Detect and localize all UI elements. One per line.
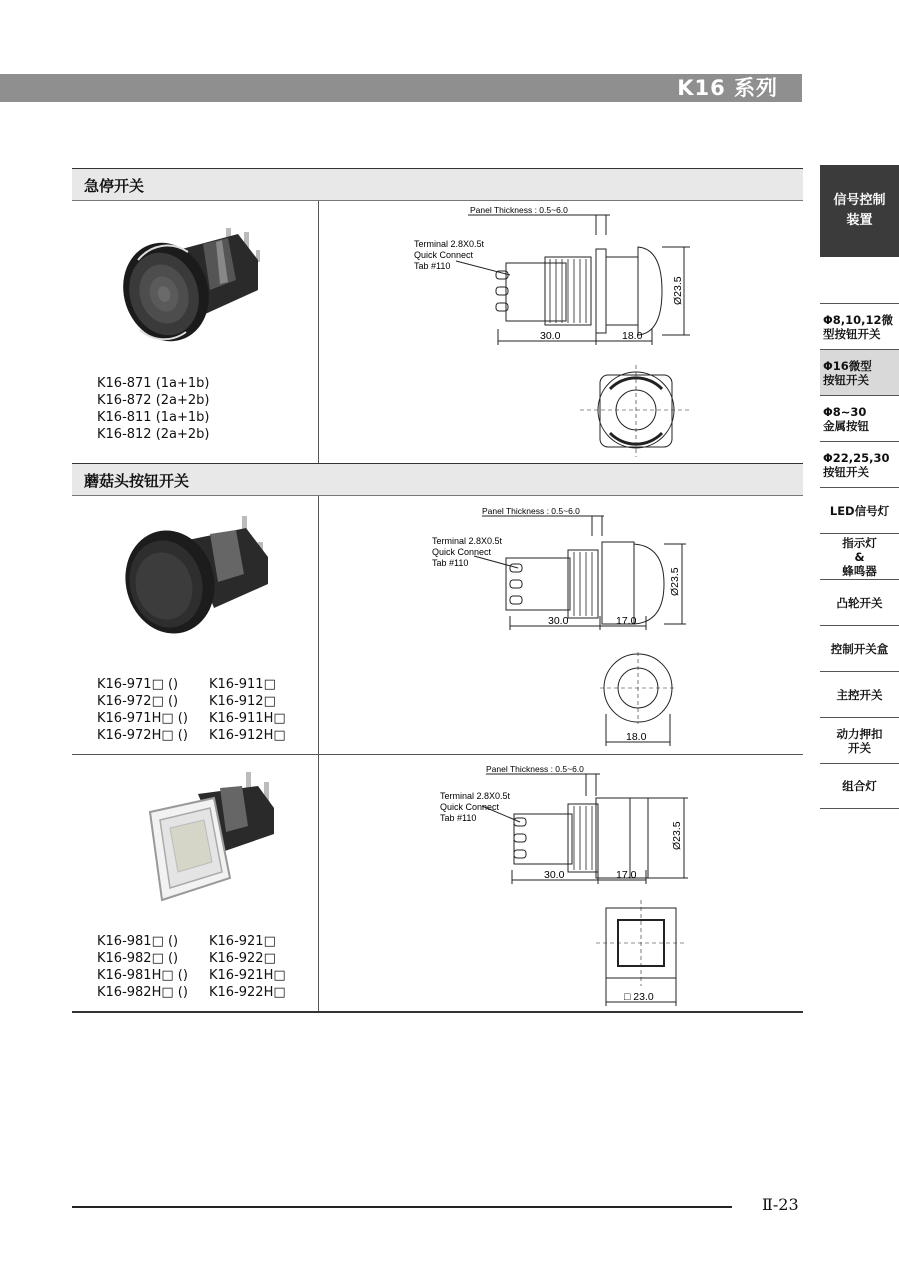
section-title: 蘑菇头按钮开关 (84, 472, 190, 490)
sidebar-item-label: Φ8~30 (823, 404, 867, 419)
model-row (97, 984, 286, 1001)
model-number: K16-921□ (209, 934, 276, 949)
sidebar-item-label: 组合灯 (842, 779, 877, 793)
terminal-label: Terminal 2.8X0.5t (414, 239, 485, 249)
length-dimension: 30.0 (544, 869, 565, 881)
page-number: Ⅱ-23 (762, 1195, 799, 1214)
sidebar-item-label: & (854, 549, 865, 564)
sidebar-item-label: LED信号灯 (829, 503, 890, 518)
model-row (97, 967, 286, 984)
sidebar-item-label: 按钮开关 (823, 372, 869, 387)
sidebar-item-label: 开关 (848, 740, 871, 755)
model-row (97, 392, 209, 409)
sidebar-item-label: 按钮开关 (823, 464, 869, 479)
model-number: K16-911□ (209, 677, 276, 692)
model-number: K16-972□ () (97, 694, 179, 709)
square-button-photo (138, 768, 288, 913)
model-number: K16-922□ (209, 951, 276, 966)
model-row (97, 375, 209, 392)
sidebar-item[interactable] (820, 579, 899, 625)
terminal-label: Quick Connect (432, 547, 492, 557)
series-title: K16 系列 (677, 76, 778, 100)
model-number: K16-971H□ () (97, 711, 188, 726)
section-header-emergency-stop (72, 168, 803, 201)
model-number: K16-981□ () (97, 934, 179, 949)
model-number: K16-911H□ (209, 711, 286, 726)
model-number: K16-972H□ () (97, 728, 188, 743)
terminal-label: Tab #110 (414, 261, 451, 271)
terminal-label: Terminal 2.8X0.5t (440, 791, 511, 801)
sidebar-item-label: Φ16微型 (823, 358, 872, 373)
diameter-dimension: Ø23.5 (669, 567, 681, 596)
model-row (97, 426, 209, 443)
sidebar-item-label: Φ8,10,12微 (823, 312, 894, 327)
section-title: 急停开关 (84, 177, 145, 195)
terminal-label: Tab #110 (432, 558, 469, 568)
square-dimension-drawing (420, 760, 700, 1010)
sidebar-heading-line: 装置 (846, 213, 873, 228)
sidebar-item-label: 型按钮开关 (823, 326, 881, 341)
mushroom-dimension-drawing (414, 500, 704, 750)
head-dimension: 17.0 (616, 869, 637, 881)
sidebar-item-label: 控制开关盒 (830, 641, 889, 656)
model-list-square (97, 933, 286, 1001)
length-dimension: 30.0 (540, 330, 561, 342)
model-row (97, 710, 286, 727)
model-number: K16-922H□ (209, 985, 286, 1000)
sidebar-item-label: 金属按钮 (823, 418, 869, 433)
model-number: K16-971□ () (97, 677, 179, 692)
model-number: K16-812 (2a+2b) (97, 427, 210, 442)
length-dimension: 30.0 (548, 615, 569, 627)
model-row (97, 676, 286, 693)
model-number: K16-981H□ () (97, 968, 188, 983)
row-divider (72, 754, 803, 755)
table-bottom-rule (72, 1011, 803, 1013)
emergency-stop-switch-photo (108, 220, 273, 350)
sidebar-item[interactable] (820, 303, 899, 349)
column-divider (318, 201, 319, 463)
terminal-label: Quick Connect (440, 802, 500, 812)
diameter-dimension: Ø23.5 (671, 821, 683, 850)
front-dimension: 18.0 (626, 731, 647, 743)
section-header-mushroom (72, 463, 803, 496)
sidebar-heading-line: 信号控制 (833, 193, 886, 208)
sidebar-item[interactable] (820, 671, 899, 717)
sidebar-heading (820, 165, 899, 257)
sidebar-item[interactable] (820, 533, 899, 579)
model-row (97, 693, 286, 710)
sidebar-item-label: Φ22,25,30 (823, 450, 890, 465)
head-dimension: 18.0 (622, 330, 643, 342)
model-number: K16-912H□ (209, 728, 286, 743)
sidebar-item[interactable] (820, 441, 899, 487)
model-row (97, 950, 286, 967)
model-list-mushroom (97, 676, 286, 744)
sidebar-item-label: 指示灯 (842, 535, 877, 550)
sidebar-item[interactable] (820, 625, 899, 671)
terminal-label: Terminal 2.8X0.5t (432, 536, 503, 546)
sidebar-nav (820, 303, 899, 809)
model-number: K16-982□ () (97, 951, 179, 966)
panel-thickness-label: Panel Thickness : 0.5~6.0 (486, 764, 584, 774)
sidebar-item[interactable] (820, 349, 899, 395)
terminal-label: Tab #110 (440, 813, 477, 823)
head-dimension: 17.0 (616, 615, 637, 627)
front-dimension: □ 23.0 (624, 991, 654, 1003)
emergency-stop-dimension-drawing (400, 205, 700, 465)
model-row (97, 933, 286, 950)
panel-thickness-label: Panel Thickness : 0.5~6.0 (470, 205, 568, 215)
sidebar-item-label: 主控开关 (836, 687, 883, 702)
sidebar-item-label: 动力押扣 (836, 726, 883, 741)
model-number: K16-871 (1a+1b) (97, 376, 210, 391)
sidebar-item[interactable] (820, 395, 899, 441)
sidebar-item[interactable] (820, 487, 899, 533)
panel-thickness-label: Panel Thickness : 0.5~6.0 (482, 506, 580, 516)
model-number: K16-811 (1a+1b) (97, 410, 210, 425)
model-number: K16-872 (2a+2b) (97, 393, 210, 408)
header-bar (0, 74, 802, 102)
model-number: K16-921H□ (209, 968, 286, 983)
model-number: K16-982H□ () (97, 985, 188, 1000)
model-number: K16-912□ (209, 694, 276, 709)
footer-rule (72, 1206, 732, 1208)
sidebar-item[interactable] (820, 763, 899, 809)
sidebar-item-label: 蜂鸣器 (842, 563, 877, 578)
mushroom-button-photo (118, 512, 278, 637)
terminal-label: Quick Connect (414, 250, 474, 260)
model-list-emergency-stop (97, 375, 209, 443)
sidebar-item-label: 凸轮开关 (836, 595, 883, 610)
sidebar-item[interactable] (820, 717, 899, 763)
diameter-dimension: Ø23.5 (672, 276, 684, 305)
model-row (97, 727, 286, 744)
model-row (97, 409, 209, 426)
